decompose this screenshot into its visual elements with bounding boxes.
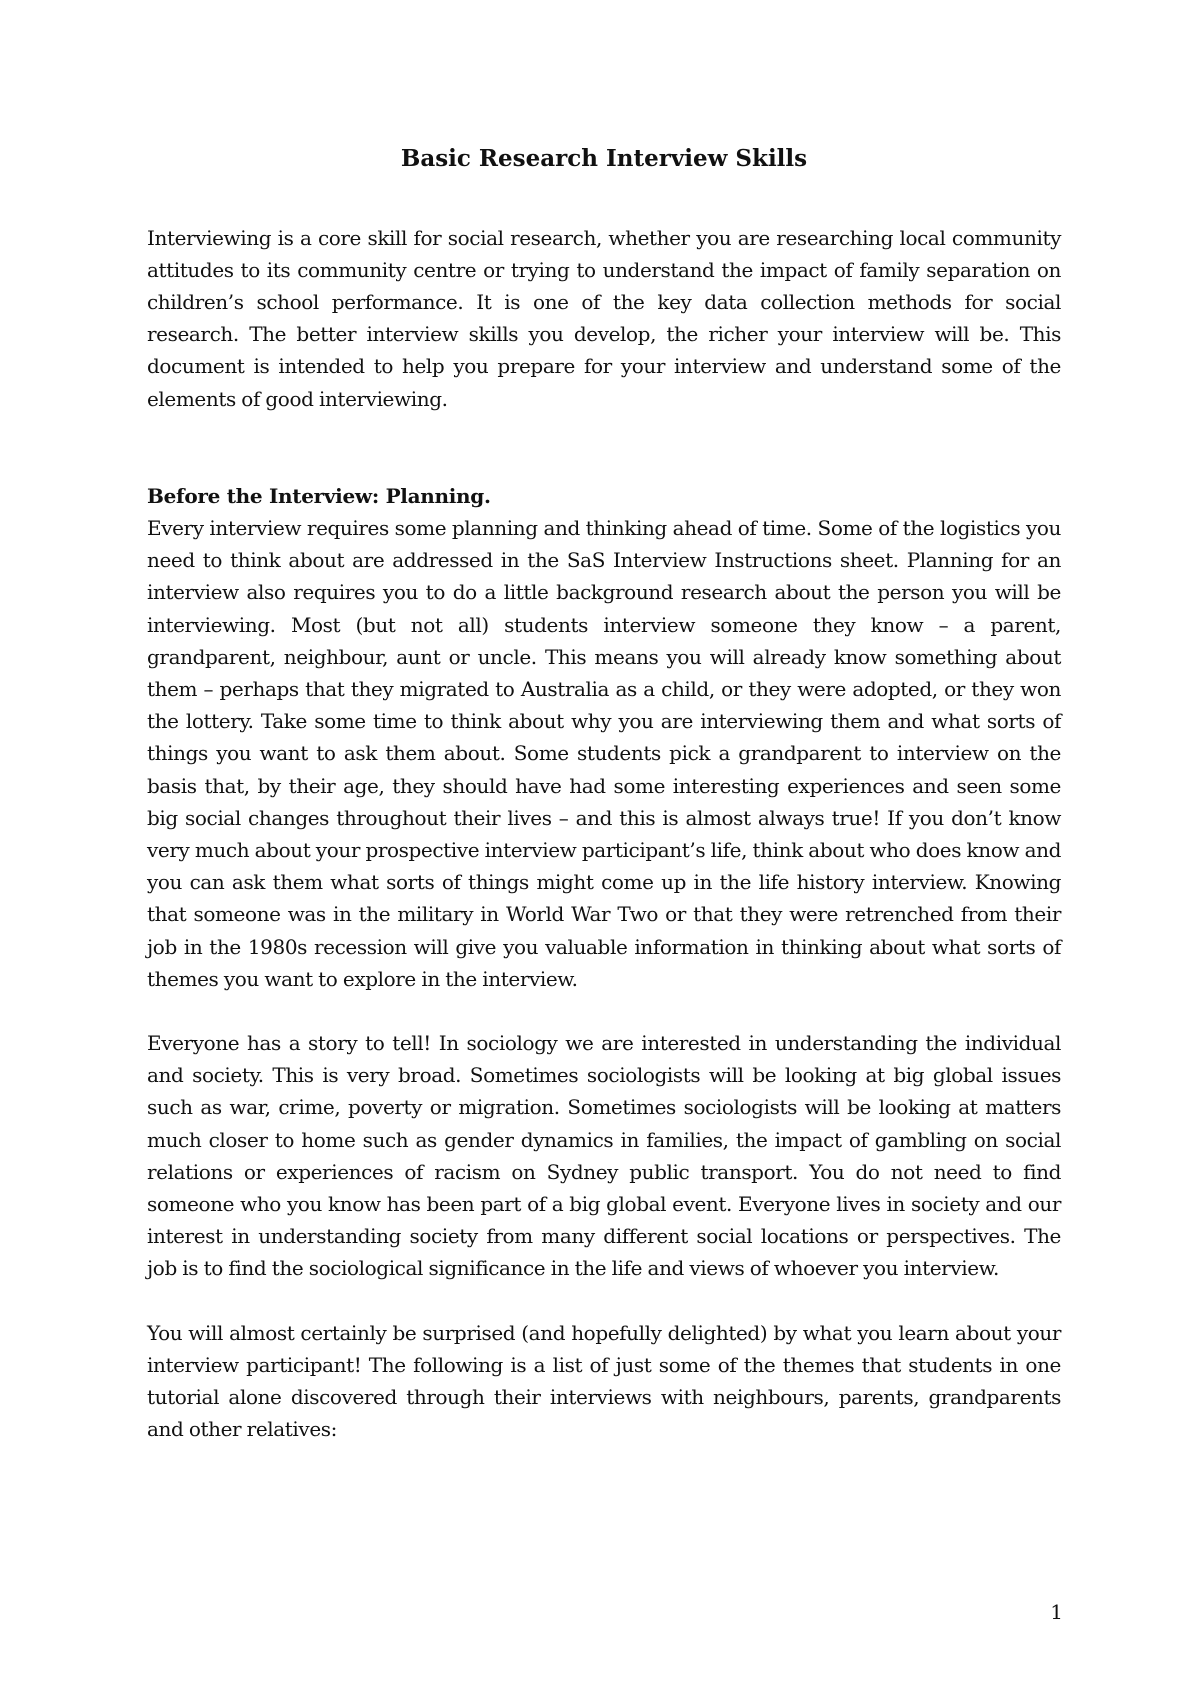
section-heading-planning: Before the Interview: Planning. xyxy=(147,483,491,508)
page-number: 1 xyxy=(1050,1600,1063,1624)
paragraph-spacer xyxy=(147,1285,1061,1317)
intro-paragraph: Interviewing is a core skill for social research, whether you are researching local community attitudes to its community centre or trying to understand the impact of family separation on children’s school performance. It is one of the key data collection methods for social research. The better interview skills you develop, the richer your interview will be. This document is intended to help you prepare for your interview and understand some of the elements of good interviewing. xyxy=(147,225,1061,411)
surprise-paragraph: You will almost certainly be surprised (and hopefully delighted) by what you learn about your interview participant! The following is a list of just some of the themes that students in one tutorial alone discovered through their interviews with neighbours, parents, grandparents and other relatives: xyxy=(147,1320,1061,1442)
story-paragraph: Everyone has a story to tell! In sociology we are interested in understanding the individual and society. This is very broad. Sometimes sociologists will be looking at big global issues such as war, crime, poverty or migration. Sometimes sociologists will be looking at matters much closer to home such as gender dynamics in families, the impact of gambling on social relations or experiences of racism on Sydney public transport. You do not need to find someone who you know has been part of a big global event. Everyone lives in society and our interest in understanding society from many different social locations or perspectives. The job is to find the sociological significance in the life and views of whoever you interview. xyxy=(147,1031,1061,1281)
paragraph-spacer xyxy=(147,995,1061,1027)
planning-paragraph: Every interview requires some planning and thinking ahead of time. Some of the logistics you need to think about are addressed in the SaS Interview Instructions sheet. Planning for an interview also requires you to do a little background research about the person you will be interviewing. Most (but not all) students interview someone they know – a parent, grandparent, neighbour, aunt or uncle. This means you will already know something about them – perhaps that they migrated to Australia as a child, or they were adopted, or they won the lottery. Take some time to think about why you are interviewing them and what sorts of things you want to ask them about. Some students pick a grandparent to interview on the basis that, by their age, they should have had some interesting experiences and seen some big social changes throughout their lives – and this is almost always true! If you don’t know very much about your prospective interview participant’s life, think about who does know and you can ask them what sorts of things might come up in the life history interview. Knowing that someone was in the military in World War Two or that they were retrenched from their job in the 1980s recession will give you valuable information in thinking about what sorts of themes you want to explore in the interview. xyxy=(147,516,1061,991)
section-spacer xyxy=(147,415,1061,480)
page-content xyxy=(147,145,1061,1446)
document-title: Basic Research Interview Skills xyxy=(400,145,808,172)
